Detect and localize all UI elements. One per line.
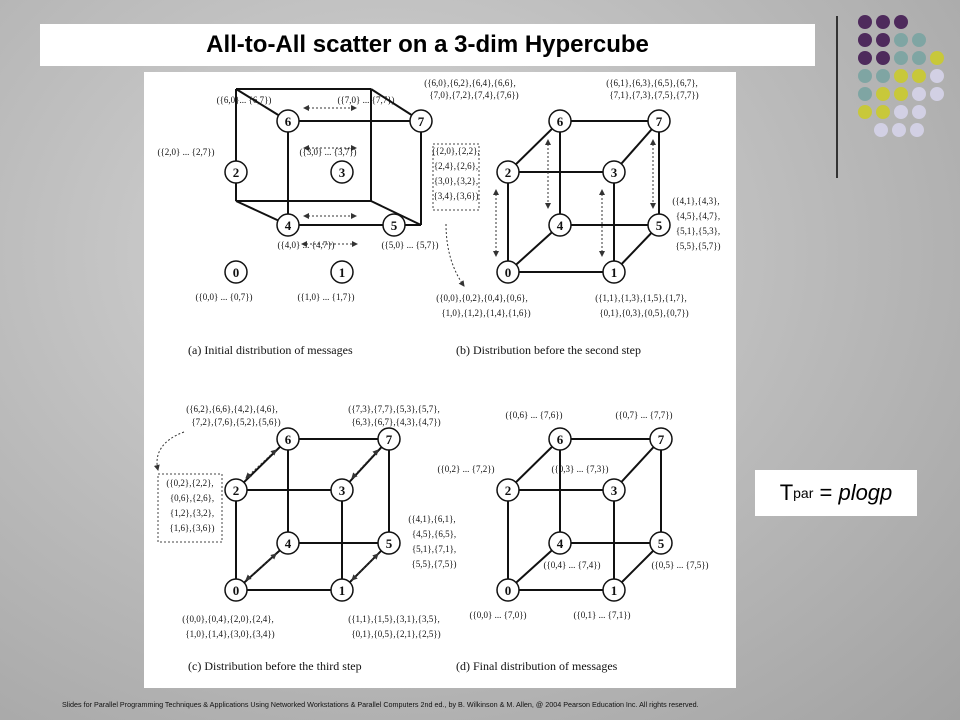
- svg-text:6: 6: [556, 432, 564, 447]
- slide-title: All-to-All scatter on a 3-dim Hypercube: [206, 31, 649, 58]
- decorative-dot: [894, 69, 908, 83]
- svg-text:5: 5: [655, 218, 663, 233]
- formula-sub: par: [793, 485, 814, 501]
- decorative-dot: [912, 87, 926, 101]
- decorative-dot: [912, 33, 926, 47]
- label-c-n1a: ({1,1},{1,5},{3,1},{3,5},: [348, 614, 440, 624]
- label-c-n7b: {6,3},{6,7},{4,3},{4,7}): [351, 417, 441, 427]
- label-d-n7: ({0,7} ... {7,7}): [615, 410, 673, 420]
- caption-b: (b) Distribution before the second step: [456, 343, 641, 357]
- svg-text:2: 2: [504, 483, 512, 498]
- svg-text:0: 0: [232, 583, 240, 598]
- label-a-n3: ({3,0} ... {3,7}): [299, 147, 357, 157]
- svg-text:3: 3: [610, 483, 618, 498]
- label-a-n6: ({6,0}... {6,7}): [216, 95, 272, 105]
- formula-t: T: [779, 480, 794, 505]
- label-b-n6b: {7,0},{7,2},{7,4},{7,6}): [429, 90, 519, 100]
- label-c-n2b: {0,6},{2,6},: [169, 493, 215, 503]
- label-c-n2c: {1,2},{3,2},: [169, 508, 215, 518]
- label-c-n6a: ({6,2},{6,6},{4,2},{4,6},: [186, 404, 278, 414]
- label-b-n5a: ({4,1},{4,3},: [672, 196, 720, 206]
- label-c-n5b: {4,5},{6,5},: [411, 529, 457, 539]
- svg-text:4: 4: [284, 218, 292, 233]
- label-d-n2: ({0,2} ... {7,2}): [437, 464, 495, 474]
- label-b-n2a: ({2,0},{2,2},: [432, 146, 480, 156]
- decorative-dot: [858, 87, 872, 101]
- label-a-n7: ({7,0} ... {7,7}): [337, 95, 395, 105]
- caption-d: (d) Final distribution of messages: [456, 659, 618, 673]
- label-d-n5: ({0,5} ... {7,5}): [651, 560, 709, 570]
- decorative-dot: [858, 69, 872, 83]
- nodes-b: [497, 110, 670, 283]
- svg-text:0: 0: [504, 265, 512, 280]
- svg-text:6: 6: [284, 432, 292, 447]
- decorative-dot: [912, 51, 926, 65]
- formula-eq: =: [813, 480, 839, 505]
- svg-text:0: 0: [504, 583, 512, 598]
- decorative-dot: [912, 69, 926, 83]
- decorative-dot: [910, 123, 924, 137]
- svg-text:7: 7: [385, 432, 393, 447]
- hypercube-diagram: [144, 72, 736, 688]
- svg-text:1: 1: [338, 265, 346, 280]
- label-c-n0b: {1,0},{1,4},{3,0},{3,4}): [185, 629, 275, 639]
- svg-text:4: 4: [556, 536, 564, 551]
- svg-text:1: 1: [338, 583, 346, 598]
- label-c-n2d: {1,6},{3,6}): [169, 523, 215, 533]
- svg-text:3: 3: [338, 165, 346, 180]
- svg-text:6: 6: [556, 114, 564, 129]
- caption-c: (c) Distribution before the third step: [188, 659, 362, 673]
- hypercube-figure: [144, 72, 736, 688]
- label-c-n5a: ({4,1},{6,1},: [408, 514, 456, 524]
- decorative-dot: [894, 105, 908, 119]
- label-c-n0a: ({0,0},{0,4},{2,0},{2,4},: [182, 614, 274, 624]
- decorative-dot: [874, 123, 888, 137]
- nodes-a: [225, 110, 432, 283]
- label-b-n2c: {3,0},{3,2},: [433, 176, 479, 186]
- decorative-dot: [894, 87, 908, 101]
- decorative-dot: [876, 87, 890, 101]
- label-c-n2a: ({0,2},{2,2},: [166, 478, 214, 488]
- svg-text:2: 2: [504, 165, 512, 180]
- svg-text:4: 4: [556, 218, 564, 233]
- formula-box: [755, 470, 917, 516]
- decorative-dot: [912, 105, 926, 119]
- svg-text:6: 6: [284, 114, 292, 129]
- svg-text:3: 3: [338, 483, 346, 498]
- label-d-n0: ({0,0} ... {7,0}): [469, 610, 527, 620]
- decorative-dot: [876, 69, 890, 83]
- cube-b: [508, 121, 659, 272]
- label-a-n2: ({2,0} ... {2,7}): [157, 147, 215, 157]
- decorative-divider: [836, 16, 838, 178]
- panel-c: [157, 404, 457, 673]
- decorative-dot: [894, 51, 908, 65]
- svg-text:4: 4: [284, 536, 292, 551]
- label-b-n0b: {1,0},{1,2},{1,4},{1,6}): [441, 308, 531, 318]
- label-c-n1b: {0,1},{0,5},{2,1},{2,5}): [351, 629, 441, 639]
- cube-c: [236, 439, 389, 590]
- label-c-n6b: {7,2},{7,6},{5,2},{5,6}): [191, 417, 281, 427]
- decorative-dot: [876, 15, 890, 29]
- cube-a: [236, 89, 421, 225]
- decorative-dot: [892, 123, 906, 137]
- decorative-dot: [858, 15, 872, 29]
- label-c-n5c: {5,1},{7,1},: [411, 544, 457, 554]
- label-b-n5d: {5,5},{5,7}): [675, 241, 721, 251]
- label-b-n7a: ({6,1},{6,3},{6,5},{6,7},: [606, 78, 698, 88]
- svg-text:5: 5: [385, 536, 393, 551]
- label-b-n7b: {7,1},{7,3},{7,5},{7,7}): [609, 90, 699, 100]
- svg-text:1: 1: [610, 583, 618, 598]
- svg-text:7: 7: [657, 432, 665, 447]
- label-b-n5c: {5,1},{5,3},: [675, 226, 721, 236]
- label-b-n2d: {3,4},{3,6}): [433, 191, 479, 201]
- caption-a: (a) Initial distribution of messages: [188, 343, 353, 357]
- svg-text:2: 2: [232, 165, 240, 180]
- decorative-dot: [894, 33, 908, 47]
- svg-text:5: 5: [390, 218, 398, 233]
- decorative-dot: [876, 33, 890, 47]
- decorative-dot: [930, 51, 944, 65]
- panel-d: [437, 410, 708, 673]
- svg-text:7: 7: [655, 114, 663, 129]
- decorative-dot: [876, 105, 890, 119]
- svg-text:0: 0: [232, 265, 240, 280]
- label-b-n5b: {4,5},{4,7},: [675, 211, 721, 221]
- label-d-n6: ({0,6} ... {7,6}): [505, 410, 563, 420]
- label-a-n5: ({5,0} ... {5,7}): [381, 240, 439, 250]
- label-a-n1: ({1,0} ... {1,7}): [297, 292, 355, 302]
- svg-text:2: 2: [232, 483, 240, 498]
- label-d-n3: ({0,3} ... {7,3}): [551, 464, 609, 474]
- label-c-n5d: {5,5},{7,5}): [411, 559, 457, 569]
- decorative-dot: [858, 33, 872, 47]
- label-d-n4: ({0,4} ... {7,4}): [543, 560, 601, 570]
- label-b-n2b: {2,4},{2,6},: [433, 161, 479, 171]
- decorative-dot: [930, 87, 944, 101]
- label-c-n7a: ({7,3},{7,7},{5,3},{5,7},: [348, 404, 440, 414]
- decorative-dot: [876, 51, 890, 65]
- svg-text:3: 3: [610, 165, 618, 180]
- label-b-n1a: ({1,1},{1,3},{1,5},{1,7},: [595, 293, 687, 303]
- label-b-n0a: ({0,0},{0,2},{0,4},{0,6},: [436, 293, 528, 303]
- decorative-dot: [894, 15, 908, 29]
- panel-b: [424, 78, 720, 357]
- decorative-dot: [858, 105, 872, 119]
- title-bar: [40, 24, 815, 66]
- decorative-dot: [930, 69, 944, 83]
- label-b-n6a: ({6,0},{6,2},{6,4},{6,6},: [424, 78, 516, 88]
- label-a-n4: ({4,0} ... {4,7}): [277, 240, 335, 250]
- svg-text:1: 1: [610, 265, 618, 280]
- label-b-n1b: {0,1},{0,3},{0,5},{0,7}): [599, 308, 689, 318]
- formula-expr: plogp: [838, 480, 893, 505]
- label-d-n1: ({0,1} ... {7,1}): [573, 610, 631, 620]
- arrows-c: [157, 432, 378, 580]
- footer-credit: Slides for Parallel Programming Techniques & Applications Using Networked Workstations & Parallel Computers 2nd ed., by B. Wilkinson & M. Allen, @ 2004 Pearson Education Inc. All rights reserved.: [62, 700, 699, 709]
- label-a-n0: ({0,0} ... {0,7}): [195, 292, 253, 302]
- decorative-dot: [858, 51, 872, 65]
- svg-text:7: 7: [417, 114, 425, 129]
- svg-text:5: 5: [657, 536, 665, 551]
- panel-a: [157, 89, 438, 357]
